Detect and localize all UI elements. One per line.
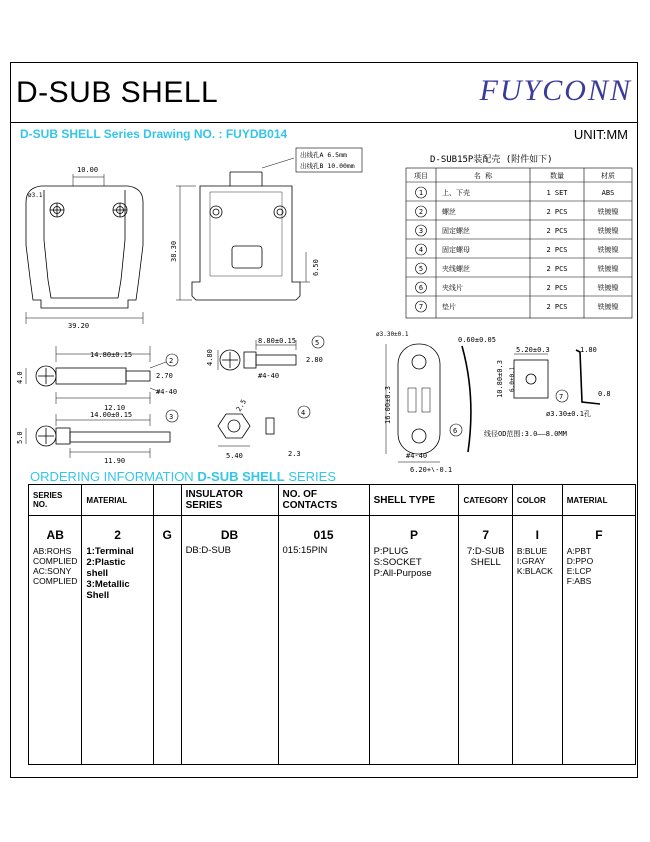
ordering-table [28, 484, 636, 765]
dim-2-3: 2.3 [288, 450, 301, 458]
wire-range-note: 线径OD范围:3.0——8.0MM [484, 430, 567, 438]
parts-header-name: 名 称 [473, 172, 493, 180]
parts-row-qty: 2 PCS [546, 227, 568, 235]
outlet-note-a: 出线孔A 6.5mm [300, 151, 347, 159]
technical-drawing [0, 140, 650, 472]
parts-row-name: 夹线片 [442, 284, 463, 292]
parts-row-number: 4 [418, 246, 424, 254]
header-divider [10, 122, 638, 123]
parts-header-qty: 数量 [550, 172, 564, 180]
header-series-no: SERIES NO. [29, 485, 82, 516]
dim-2-5: 2.5 [234, 398, 249, 413]
code-contacts: 015 [313, 528, 334, 542]
ordering-info-title: ORDERING INFORMATION D-SUB SHELL SERIES [30, 469, 336, 484]
header-no-of-contacts: NO. OF CONTACTS [278, 485, 369, 516]
parts-row-material: 铁镀镍 [597, 265, 619, 273]
parts-row-name: 固定螺母 [442, 246, 470, 254]
callout-2: 2 [169, 357, 174, 365]
dim-16-00: 16.00±0.3 [384, 386, 392, 424]
dim-3-30-washer-hole: ø3.30±0.1孔 [546, 410, 591, 418]
code-material-2: F [595, 528, 603, 542]
dim-14-00: 14.00±0.15 [90, 411, 133, 419]
desc-material: 1:Terminal 2:Plastic shell 3:Metallic Shell [86, 546, 134, 601]
parts-row-qty: 2 PCS [546, 265, 568, 273]
dim-4-0: 4.0 [16, 371, 24, 384]
nut-4-drawing [218, 406, 310, 446]
parts-row-name: 螺丝 [442, 208, 456, 216]
dim-11-90: 11.90 [104, 457, 126, 465]
shell-front-view [26, 174, 143, 324]
code-insulator-series: DB [220, 528, 239, 542]
code-color: I [535, 528, 539, 542]
dim-4-40-a: #4-40 [156, 388, 178, 396]
callout-3: 3 [169, 413, 174, 421]
header-insulator-series: INSULATOR SERIES [181, 485, 278, 516]
dim-39-20: 39.20 [68, 322, 90, 330]
col-color [512, 516, 562, 765]
brand-logo: FUYCONN [479, 74, 632, 107]
col-series-no [29, 516, 82, 765]
dim-6-50: 6.50 [312, 259, 320, 276]
shell-side-view [176, 158, 310, 300]
desc-material-2: A:PBT D:PPO E:LCP F:ABS [566, 546, 594, 586]
parts-header-material: 材质 [601, 172, 615, 180]
series-drawing-number: D-SUB SHELL Series Drawing NO. : FUYDB014 [20, 127, 288, 141]
parts-row-material: 铁镀镍 [597, 227, 619, 235]
header-shell-type: SHELL TYPE [369, 485, 459, 516]
parts-row-number: 5 [418, 265, 424, 273]
col-material [82, 516, 153, 765]
dim-14-80: 14.80±0.15 [90, 351, 133, 359]
dim-2-80: 2.80 [306, 356, 323, 364]
dim-hole-3-1: ø3.1 [28, 192, 43, 199]
col-material-2 [562, 516, 635, 765]
parts-list-title: D-SUB15P装配壳 (附件如下) [430, 155, 553, 165]
dim-6-20: 6.20+\-0.1 [410, 466, 453, 472]
unit-label: UNIT:MM [573, 127, 628, 142]
dim-8-80: 8.80±0.15 [258, 337, 296, 345]
parts-row-qty: 1 SET [546, 189, 568, 197]
header-material: MATERIAL [82, 485, 153, 516]
dim-4-40-b: #4-40 [258, 372, 280, 380]
parts-row-number: 2 [418, 208, 424, 216]
page-title: D-SUB SHELL [16, 76, 219, 109]
washer-7-drawing [514, 350, 600, 404]
dim-4-80: 4.80 [206, 349, 214, 366]
callout-4: 4 [301, 409, 306, 417]
parts-row-qty: 2 PCS [546, 246, 568, 254]
dim-12-10: 12.10 [104, 404, 126, 412]
desc-insulator-series: DB:D-SUB [185, 545, 231, 556]
parts-row-material: 铁镀镍 [597, 284, 619, 292]
parts-row-qty: 2 PCS [546, 208, 568, 216]
callout-6: 6 [453, 427, 458, 435]
parts-row-name: 固定螺丝 [442, 227, 470, 235]
parts-row-material: 铁镀镍 [597, 208, 619, 216]
parts-row-number: 3 [418, 227, 424, 235]
parts-row-material: 铁镀镍 [597, 303, 619, 311]
col-shell-type [369, 516, 459, 765]
dim-10-00: 10.00 [77, 166, 99, 174]
parts-row-material: ABS [601, 189, 615, 197]
dim-0-60: 0.60±0.05 [458, 336, 496, 344]
parts-row-qty: 2 PCS [546, 303, 568, 311]
code-category: 7 [482, 528, 490, 542]
header-blank [153, 485, 181, 516]
code-blank: G [162, 528, 172, 542]
ordering-header-row [29, 485, 636, 516]
desc-series-no: AB:ROHS COMPLIED AC:SONY COMPLIED [33, 546, 78, 586]
clamp-plate-6-drawing [386, 344, 471, 462]
desc-color: B:BLUE I:GRAY K:BLACK [516, 546, 553, 576]
desc-contacts: 015:15PIN [282, 545, 328, 556]
dim-3-30-hole: ø3.30±0.1 [376, 331, 409, 338]
dim-38-30: 38.30 [170, 240, 178, 262]
code-shell-type: P [410, 528, 419, 542]
parts-list-table [406, 168, 632, 318]
parts-row-name: 上、下壳 [442, 189, 470, 197]
code-series-no: AB [46, 528, 64, 542]
code-material: 2 [114, 528, 121, 542]
dim-0-8: 0.8 [598, 390, 611, 398]
header-material-2: MATERIAL [562, 485, 635, 516]
header-category: CATEGORY [459, 485, 512, 516]
col-contacts [278, 516, 369, 765]
callout-7: 7 [559, 393, 564, 401]
header-color: COLOR [512, 485, 562, 516]
dim-2-70: 2.70 [156, 372, 173, 380]
parts-row-number: 1 [418, 189, 424, 197]
parts-row-qty: 2 PCS [546, 284, 568, 292]
col-insulator-series [181, 516, 278, 765]
parts-row-name: 垫片 [442, 303, 456, 311]
dim-6-0: 6.0±0.1 [509, 366, 516, 392]
outlet-note-b: 出线孔B 10.00mm [300, 162, 355, 170]
dim-5-40: 5.40 [226, 452, 243, 460]
parts-row-number: 7 [418, 303, 424, 311]
col-blank [153, 516, 181, 765]
callout-5: 5 [315, 339, 320, 347]
desc-shell-type: P:PLUG S:SOCKET P:All-Purpose [373, 546, 432, 579]
dim-10-80: 10.80±0.3 [496, 360, 504, 398]
dim-1-80: 1.80 [580, 346, 597, 354]
dim-5-20: 5.20±0.3 [516, 346, 550, 354]
dim-4-40-c: #4-40 [406, 452, 428, 460]
parts-row-name: 夹线螺丝 [442, 265, 470, 273]
desc-category: 7:D-SUB SHELL [466, 546, 505, 568]
parts-row-material: 铁镀镍 [597, 246, 619, 254]
dim-5-0: 5.0 [16, 431, 24, 444]
parts-row-number: 6 [418, 284, 424, 292]
parts-header-item: 项目 [414, 172, 428, 180]
ordering-body-row [29, 516, 636, 765]
col-category [459, 516, 512, 765]
